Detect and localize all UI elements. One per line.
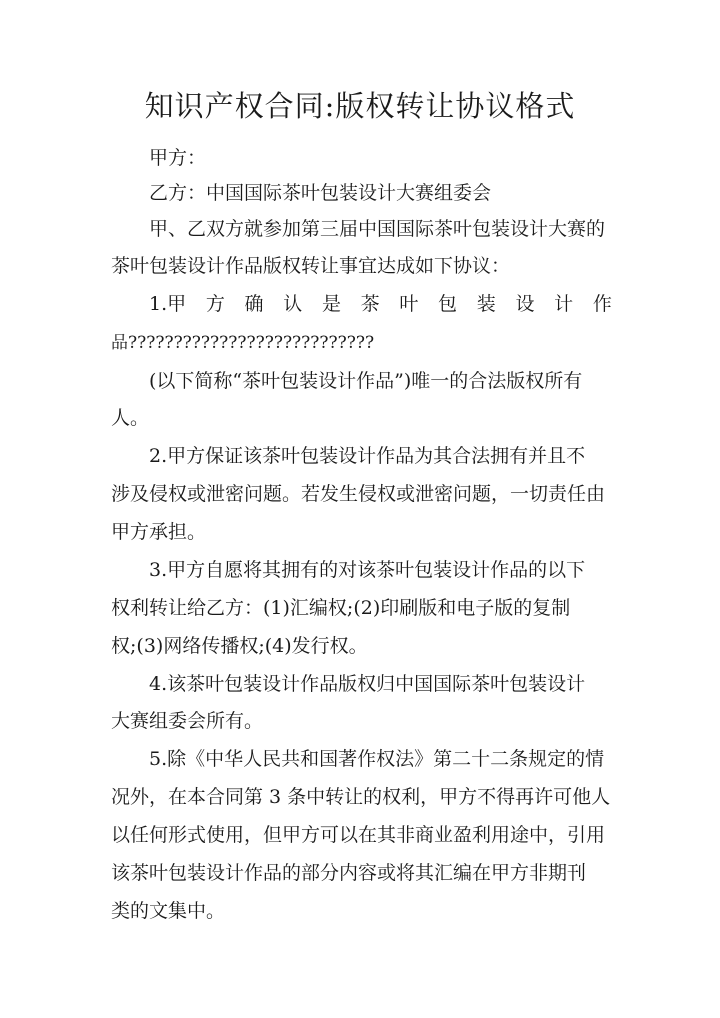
clause-1-line-4: 人。 (111, 407, 150, 429)
clause-3-line-3: 权;(3)网络传播权;(4)发行权。 (111, 635, 368, 657)
clause-1-char: 装 (476, 293, 496, 315)
document-title: 知识产权合同:版权转让协议格式 (144, 89, 576, 123)
clause-5-line-1: 5.除《中华人民共和国著作权法》第二十二条规定的情 (149, 748, 605, 770)
clause-1-char: 作 (592, 293, 612, 315)
clause-2-line-3: 甲方承担。 (111, 521, 207, 543)
intro-line-1: 甲、乙双方就参加第三届中国国际茶叶包装设计大赛的 (149, 218, 606, 240)
clause-5-line-4: 该茶叶包装设计作品的部分内容或将其汇编在甲方非期刊 (111, 862, 587, 884)
clause-1-char: 计 (554, 293, 574, 315)
clause-2-line-1: 2.甲方保证该茶叶包装设计作品为其合法拥有并且不 (149, 445, 586, 467)
clause-1-char: 1.甲 (149, 293, 187, 315)
clause-1-char: 是 (321, 293, 341, 315)
clause-5-line-2: 况外，在本合同第 3 条中转让的权利，甲方不得再许可他人 (111, 786, 611, 808)
clause-5-line-3: 以任何形式使用，但甲方可以在其非商业盈利用途中，引用 (111, 824, 606, 846)
clause-1-char: 设 (515, 293, 535, 315)
clause-4-line-2: 大赛组委会所有。 (111, 710, 264, 732)
party-a-line: 甲方： (149, 147, 207, 169)
clause-2-line-2: 涉及侵权或泄密问题。若发生侵权或泄密问题，一切责任由 (111, 483, 606, 505)
clause-1-line-3: (以下简称“茶叶包装设计作品”)唯一的合法版权所有 (149, 370, 583, 392)
party-b-line: 乙方：中国国际茶叶包装设计大赛组委会 (149, 182, 492, 204)
clause-3-line-1: 3.甲方自愿将其拥有的对该茶叶包装设计作品的以下 (149, 559, 586, 581)
clause-1-char: 确 (244, 293, 264, 315)
clause-4-line-1: 4.该茶叶包装设计作品版权归中国国际茶叶包装设计 (149, 673, 586, 695)
clause-3-line-2: 权利转让给乙方：(1)汇编权;(2)印刷版和电子版的复制 (111, 597, 571, 619)
clause-1-char: 方 (205, 293, 225, 315)
clause-1-line-2: 品??????????????????????????? (111, 333, 375, 353)
clause-5-line-5: 类的文集中。 (111, 900, 226, 922)
clause-1-line-1 (149, 289, 612, 319)
clause-1-char: 包 (438, 293, 458, 315)
clause-1-char: 认 (283, 293, 303, 315)
intro-line-2: 茶叶包装设计作品版权转让事宜达成如下协议： (111, 255, 511, 277)
clause-1-char: 叶 (399, 293, 419, 315)
clause-1-char: 茶 (360, 293, 380, 315)
